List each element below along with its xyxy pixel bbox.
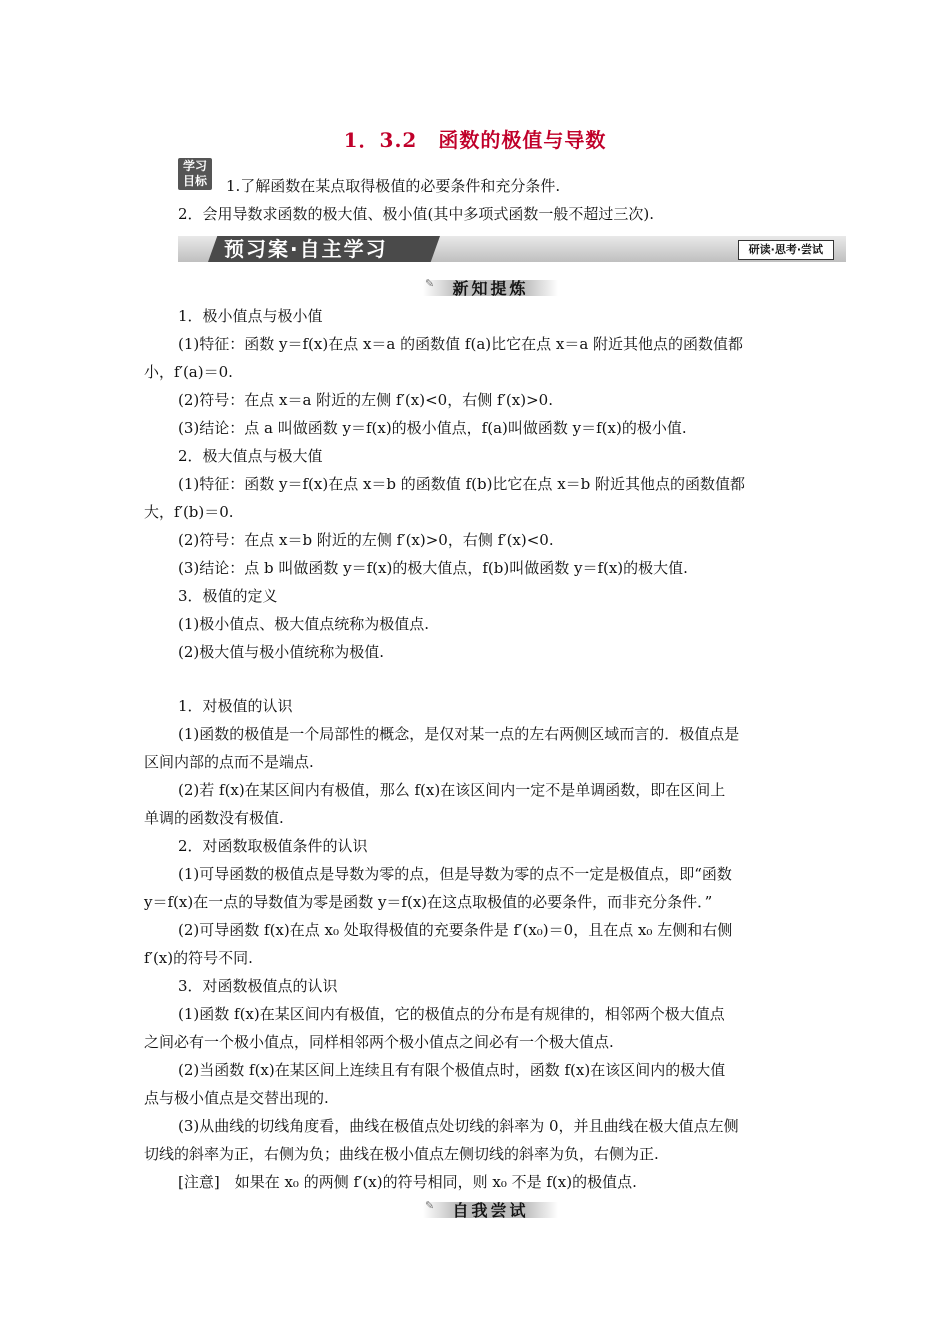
knowledge-line: (3)结论：点 b 叫做函数 y＝f(x)的极大值点，f(b)叫做函数 y＝f(x)的极大值. [178, 559, 688, 577]
goal-1: 1.了解函数在某点取得极值的必要条件和充分条件. [226, 177, 561, 195]
knowledge-line: (2)符号：在点 x＝a 附近的左侧 f′(x)<0，右侧 f′(x)>0. [178, 391, 553, 409]
goal-2: 2．会用导数求函数的极大值、极小值(其中多项式函数一般不超过三次). [178, 205, 655, 223]
note-line: (2)若 f(x)在某区间内有极值，那么 f(x)在该区间内一定不是单调函数，即在区间上 [178, 781, 726, 799]
pencil-icon: ✎ [425, 277, 435, 290]
banner-subtitle: 研读·思考·尝试 [738, 240, 834, 260]
note-line: (3)从曲线的切线角度看，曲线在极值点处切线的斜率为 0，并且曲线在极大值点左侧 [178, 1117, 739, 1135]
section-self-try-label: 自我尝试 [452, 1201, 529, 1220]
knowledge-line: 1．极小值点与极小值 [178, 307, 323, 325]
note-line: (2)可导函数 f(x)在点 x₀ 处取得极值的充要条件是 f′(x₀)＝0，且在点 x₀ 左侧和右侧 [178, 921, 733, 939]
note-line: 区间内部的点而不是端点. [144, 753, 314, 771]
note-line: (1)函数 f(x)在某区间内有极值，它的极值点的分布是有规律的，相邻两个极大值点 [178, 1005, 725, 1023]
note-line: 1．对极值的认识 [178, 697, 293, 715]
knowledge-line: 3．极值的定义 [178, 587, 278, 605]
learning-goal-badge [178, 158, 212, 190]
knowledge-line: 大，f′(b)＝0. [144, 503, 234, 521]
note-line: f′(x)的符号不同. [144, 949, 253, 967]
note-line: 3．对函数极值点的认识 [178, 977, 338, 995]
note-line: 切线的斜率为正，右侧为负；曲线在极小值点左侧切线的斜率为负，右侧为正. [144, 1145, 659, 1163]
knowledge-line: (1)极小值点、极大值点统称为极值点. [178, 615, 430, 633]
note-line: 之间必有一个极小值点，同样相邻两个极小值点之间必有一个极大值点. [144, 1033, 614, 1051]
knowledge-line: (1)特征：函数 y＝f(x)在点 x＝a 的函数值 f(a)比它在点 x＝a 附近其他点的函数值都 [178, 335, 744, 353]
banner-title: 预习案·自主学习 [224, 237, 388, 261]
note-line: y＝f(x)在一点的导数值为零是函数 y＝f(x)在这点取极值的必要条件，而非充分条件．” [144, 893, 713, 911]
knowledge-line: (1)特征：函数 y＝f(x)在点 x＝b 的函数值 f(b)比它在点 x＝b 附近其他点的函数值都 [178, 475, 746, 493]
note-line: (2)当函数 f(x)在某区间上连续且有有限个极值点时，函数 f(x)在该区间内的极大值 [178, 1061, 726, 1079]
knowledge-line: (3)结论：点 a 叫做函数 y＝f(x)的极小值点，f(a)叫做函数 y＝f(x)的极小值. [178, 419, 687, 437]
section-self-try [423, 1198, 558, 1220]
note-line: (1)函数的极值是一个局部性的概念，是仅对某一点的左右两侧区域而言的．极值点是 [178, 725, 740, 743]
note-line: 单调的函数没有极值. [144, 809, 284, 827]
badge-line-1: 学习 [182, 159, 207, 173]
knowledge-line: (2)极大值与极小值统称为极值. [178, 643, 385, 661]
knowledge-line: 2．极大值点与极大值 [178, 447, 323, 465]
note-line: 点与极小值点是交替出现的. [144, 1089, 329, 1107]
page-title: 1．3.2 函数的极值与导数 [343, 128, 607, 152]
pencil-icon: ✎ [425, 1199, 435, 1212]
note-line: 2．对函数取极值条件的认识 [178, 837, 368, 855]
knowledge-line: (2)符号：在点 x＝b 附近的左侧 f′(x)>0，右侧 f′(x)<0. [178, 531, 554, 549]
note-line: (1)可导函数的极值点是导数为零的点，但是导数为零的点不一定是极值点，即“函数 [178, 865, 732, 883]
section-new-knowledge [423, 276, 558, 298]
knowledge-line: 小，f′(a)＝0. [144, 363, 233, 381]
note-line: [注意] 如果在 x₀ 的两侧 f′(x)的符号相同，则 x₀ 不是 f(x)的极值点. [178, 1173, 637, 1191]
badge-line-2: 目标 [182, 174, 207, 188]
preview-banner [178, 236, 846, 262]
section-new-knowledge-label: 新知提炼 [452, 279, 529, 298]
